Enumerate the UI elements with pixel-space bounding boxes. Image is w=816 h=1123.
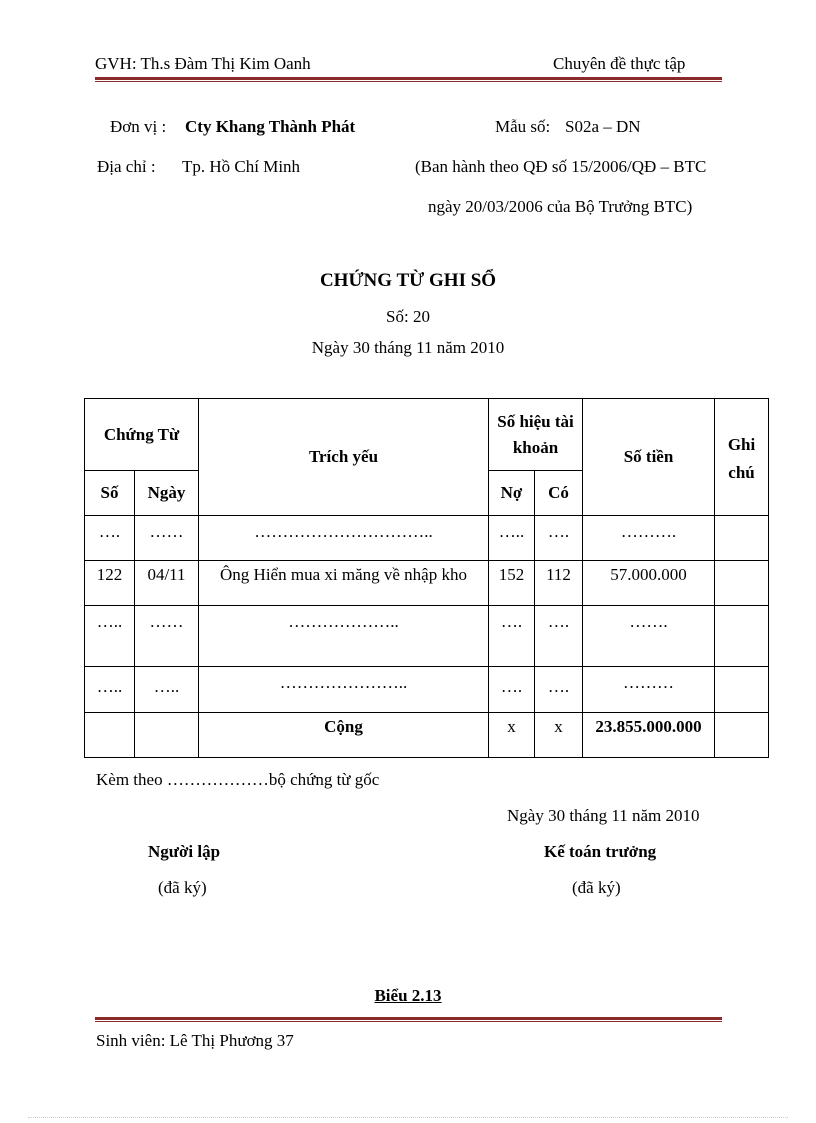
cell-summary: ………………..	[199, 606, 489, 667]
header-left: GVH: Th.s Đàm Thị Kim Oanh	[95, 54, 311, 73]
sign-date: Ngày 30 tháng 11 năm 2010	[507, 806, 700, 825]
cell-note	[715, 516, 769, 561]
ledger-table	[84, 398, 769, 758]
cell-date: …..	[135, 667, 199, 713]
footer-left: Sinh viên: Lê Thị Phương 37	[96, 1031, 294, 1050]
cell-amount: 57.000.000	[583, 561, 715, 606]
cell-no: …..	[85, 606, 135, 667]
cell-debit: ….	[489, 667, 535, 713]
preparer-status: (đã ký)	[158, 878, 207, 897]
page-edge-line	[28, 1117, 788, 1118]
cell-credit: 112	[535, 561, 583, 606]
attached-documents: Kèm theo ………………bộ chứng từ gốc	[96, 770, 380, 789]
cell-summary: Ông Hiển mua xi măng về nhập kho	[199, 561, 489, 606]
total-note	[715, 713, 769, 758]
table-row	[85, 606, 769, 667]
cell-debit: …..	[489, 516, 535, 561]
address-label: Địa chỉ :	[97, 157, 156, 176]
unit-value: Cty Khang Thành Phát	[185, 117, 356, 136]
form-value: S02a – DN	[565, 117, 641, 136]
cell-date: ……	[135, 516, 199, 561]
header-rule	[95, 77, 722, 82]
header-amount: Số tiền	[583, 399, 715, 516]
header-date: Ngày	[135, 471, 199, 516]
address-value: Tp. Hồ Chí Minh	[182, 157, 301, 176]
chief-accountant-title: Kế toán trưởng	[544, 842, 657, 861]
document-title: CHỨNG TỪ GHI SỔ	[319, 270, 497, 291]
cell-no: ….	[85, 516, 135, 561]
cell-amount: …….	[583, 606, 715, 667]
cell-credit: ….	[535, 516, 583, 561]
preparer-title: Người lập	[148, 842, 221, 861]
header-summary: Trích yếu	[199, 399, 489, 516]
unit-label: Đơn vị :	[110, 117, 167, 136]
cell-debit: 152	[489, 561, 535, 606]
header-credit: Có	[535, 471, 583, 516]
cell-credit: ….	[535, 606, 583, 667]
total-credit: x	[535, 713, 583, 758]
cell-amount: ……….	[583, 516, 715, 561]
cell-date: ……	[135, 606, 199, 667]
cell-note	[715, 561, 769, 606]
header-note: Ghi chú	[715, 399, 769, 516]
total-row	[85, 713, 769, 758]
chief-accountant-status: (đã ký)	[572, 878, 621, 897]
form-label: Mẫu số:	[495, 117, 551, 136]
table-row	[85, 516, 769, 561]
cell-summary: …………………..	[199, 667, 489, 713]
total-debit: x	[489, 713, 535, 758]
document-date: Ngày 30 tháng 11 năm 2010	[311, 338, 505, 357]
header-voucher: Chứng Từ	[85, 399, 199, 471]
header-account: Số hiệu tài khoản	[489, 399, 583, 471]
table-row	[85, 561, 769, 606]
table-row	[85, 667, 769, 713]
cell-no: …..	[85, 667, 135, 713]
decree-line1: (Ban hành theo QĐ số 15/2006/QĐ – BTC	[415, 157, 707, 176]
decree-line2: ngày 20/03/2006 của Bộ Trưởng BTC)	[428, 197, 693, 216]
header-right: Chuyên đề thực tập	[553, 54, 686, 73]
total-date	[135, 713, 199, 758]
cell-no: 122	[85, 561, 135, 606]
cell-date: 04/11	[135, 561, 199, 606]
document-number: Số: 20	[386, 307, 430, 326]
total-no	[85, 713, 135, 758]
header-no: Số	[85, 471, 135, 516]
figure-caption: Biểu 2.13	[374, 986, 442, 1005]
cell-amount: ………	[583, 667, 715, 713]
cell-debit: ….	[489, 606, 535, 667]
total-amount: 23.855.000.000	[583, 713, 715, 758]
cell-credit: ….	[535, 667, 583, 713]
total-label: Cộng	[199, 713, 489, 758]
header-debit: Nợ	[489, 471, 535, 516]
cell-note	[715, 667, 769, 713]
cell-note	[715, 606, 769, 667]
cell-summary: …………………………..	[199, 516, 489, 561]
footer-rule	[95, 1017, 722, 1022]
